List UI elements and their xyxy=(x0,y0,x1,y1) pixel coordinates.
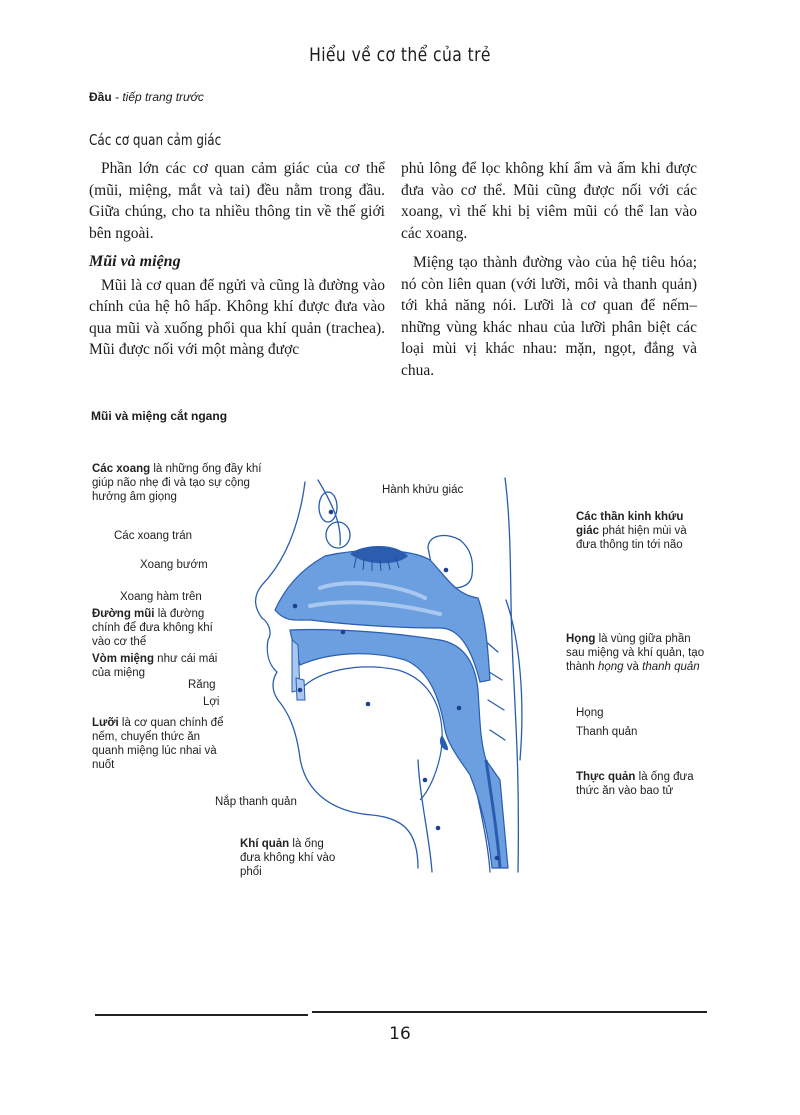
label-term: Họng xyxy=(566,633,596,645)
footer-rule-left xyxy=(95,1014,308,1016)
label-olfactory-bulb: Hành khứu giác xyxy=(382,484,464,496)
paragraph: Phần lớn các cơ quan cảm giác của cơ thể (mũi, miệng, mắt và tai) đều nằm trong đầu. Giữa chúng, cho ta nhiều thông tin về thế giới bên ngoài. xyxy=(89,160,385,242)
footer-rule-right xyxy=(312,1011,707,1013)
label-frontal-sinus: Các xoang trán xyxy=(114,530,192,542)
paragraph: Miệng tạo thành đường vào của hệ tiêu hóa; nó còn liên quan (với lưỡi, môi và thanh quản) tới khả năng nói. Lưỡi là cơ quan để nếm–những vùng khác nhau của lưỡi phân biệt các loại mùi vị khác nhau: mặn, ngọt, đắng và chua. xyxy=(401,254,697,379)
page-number: 16 xyxy=(389,1024,411,1044)
label-desc: phát hiện mùi và đưa thông tin tới não xyxy=(576,525,687,551)
label-nasal-passage xyxy=(92,607,222,649)
label-desc-emphasis: họng xyxy=(597,661,624,673)
label-larynx: Thanh quản xyxy=(576,726,638,738)
label-desc-emphasis: thanh quản xyxy=(642,661,700,673)
label-sphenoid-sinus: Xoang bướm xyxy=(140,559,208,571)
label-desc: và xyxy=(623,661,643,673)
subheading: Mũi và miệng xyxy=(89,253,181,270)
label-pharynx xyxy=(566,632,706,674)
label-maxillary-sinus: Xoang hàm trên xyxy=(120,591,202,603)
label-desc: là cơ quan chính để nếm, chuyển thức ăn quanh miệng lúc nhai và nuốt xyxy=(92,717,224,771)
label-term: Khí quản xyxy=(240,838,290,850)
label-desc: là những ống đầy khí giúp não nhẹ đi và tạo sự cộng hưởng âm giọng xyxy=(92,463,262,503)
label-term: Vòm miệng xyxy=(92,653,154,665)
label-epiglottis: Nắp thanh quản xyxy=(215,796,297,808)
label-olfactory-nerves xyxy=(576,510,706,552)
continued-chapter: Đầu xyxy=(89,90,112,104)
label-throat: Họng xyxy=(576,707,604,719)
label-teeth: Răng xyxy=(188,679,216,691)
label-desc: là ống đưa không khí vào phổi xyxy=(240,838,336,878)
label-sinuses xyxy=(92,462,282,504)
paragraph: Mũi là cơ quan để ngửi và cũng là đường vào chính của hệ hô hấp. Không khí được đưa vào qua mũi và xuống phổi qua khí quản (trachea). Mũi được nối với một màng được xyxy=(89,276,385,358)
label-palate xyxy=(92,652,222,680)
label-trachea xyxy=(240,837,345,879)
paragraph: phủ lông để lọc không khí ẩm và ấm khi được đưa vào cơ thể. Mũi cũng được nối với các xoang, vì thế khi bị viêm mũi có thể lan vào các xoang. xyxy=(401,160,697,242)
continued-text: - tiếp trang trước xyxy=(111,90,204,104)
trachea-front-line xyxy=(418,760,432,872)
figure-caption: Mũi và miệng cắt ngang xyxy=(91,409,228,423)
label-desc: là vùng giữa phần sau miệng và khí quản, tạo thành xyxy=(566,633,705,673)
label-desc: là ống đưa thức ăn vào bao tử xyxy=(576,771,694,797)
tongue-outline xyxy=(300,667,442,800)
neck-back-line xyxy=(505,478,518,872)
label-term: Lưỡi xyxy=(92,717,119,729)
label-esophagus xyxy=(576,770,706,798)
running-title: Hiểu về cơ thể của trẻ xyxy=(309,44,491,66)
label-term: Các thần kinh khứu giác xyxy=(576,511,684,537)
section-title: Các cơ quan cảm giác xyxy=(89,131,222,149)
ethmoid-shape xyxy=(326,522,350,548)
label-term: Đường mũi xyxy=(92,608,155,620)
label-term: Các xoang xyxy=(92,463,151,475)
label-gums: Lợi xyxy=(203,696,220,708)
label-tongue xyxy=(92,716,224,772)
face-profile-line xyxy=(256,482,418,868)
label-term: Thực quản xyxy=(576,771,636,783)
label-desc: như cái mái của miệng xyxy=(92,653,218,679)
label-desc: là đường chính để đưa không khí vào cơ thể xyxy=(92,608,213,648)
